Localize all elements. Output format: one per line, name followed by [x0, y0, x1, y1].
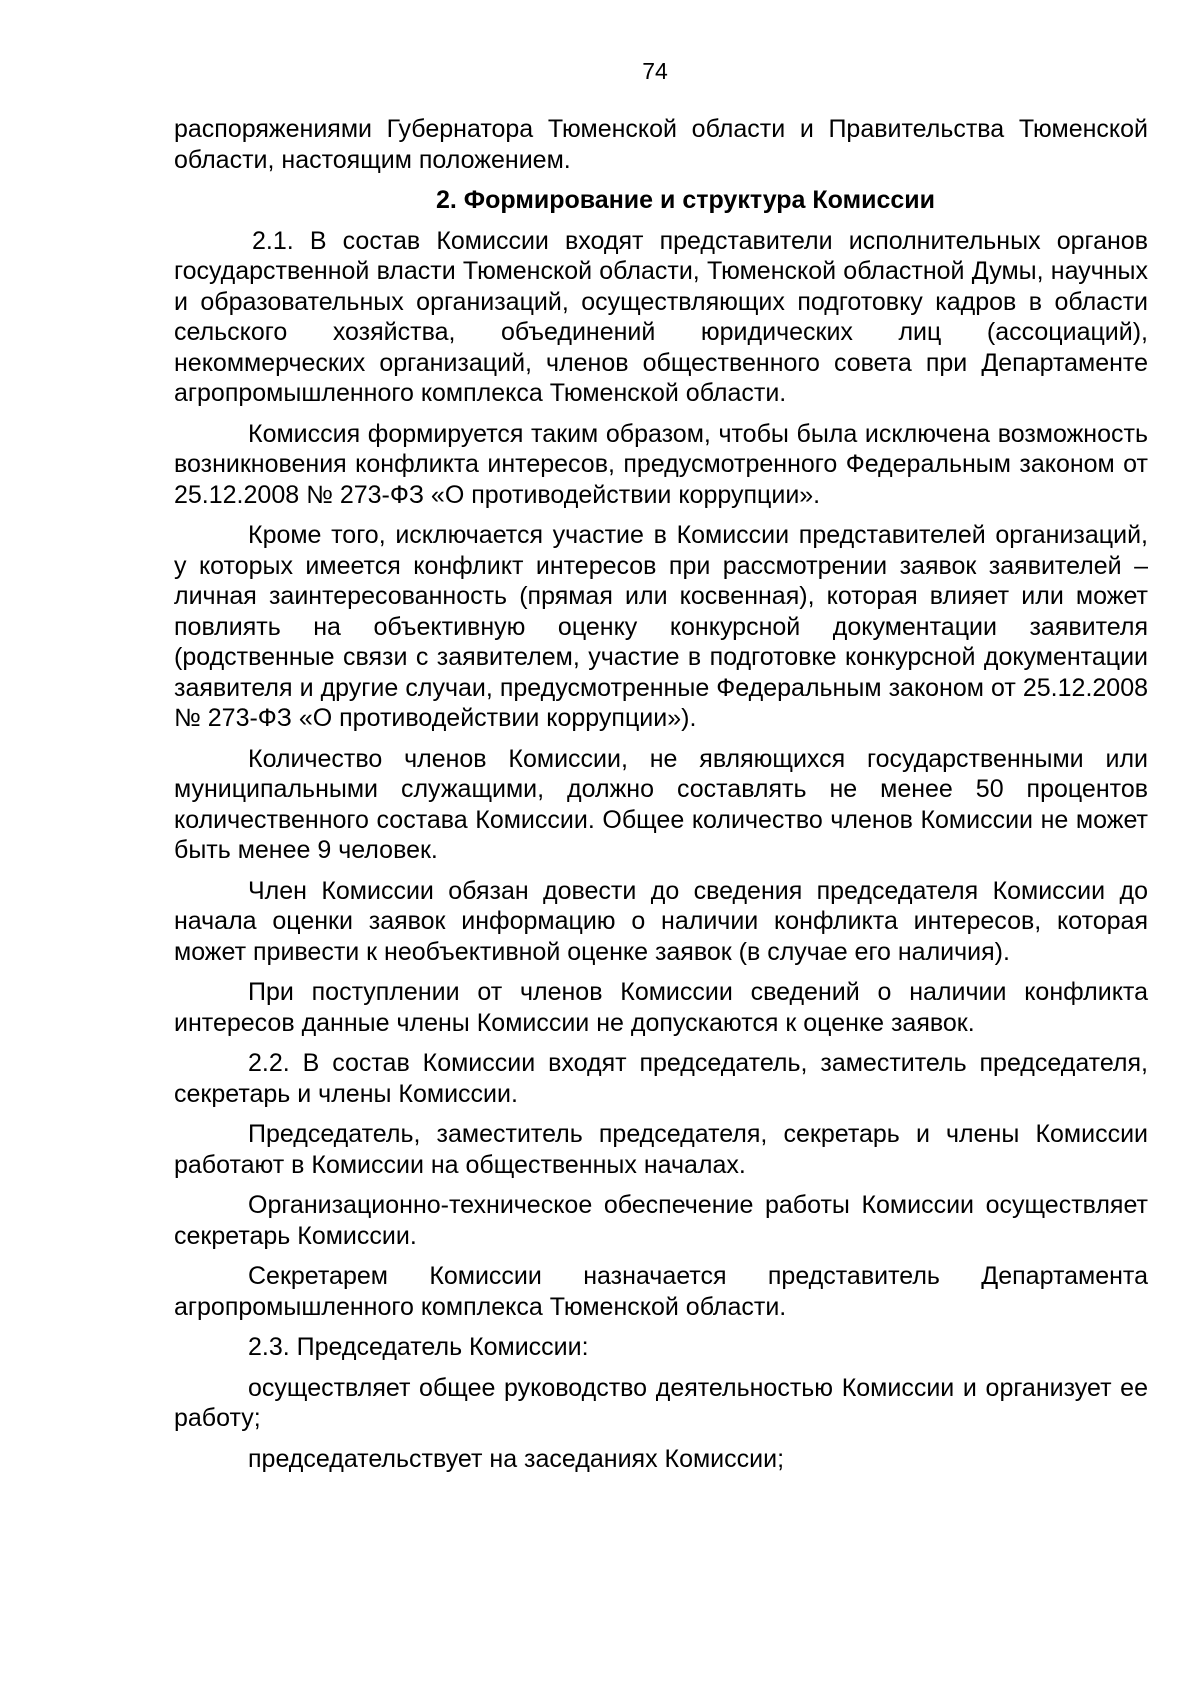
paragraph-member-count: Количество членов Комиссии, не являющихся государственными или муниципальными служащими, должно составлять не менее 50 процентов количественного состава Комиссии. Общее количество членов Комиссии не может быть менее 9 человек. — [174, 744, 1148, 864]
paragraph-conflict-of-interest: Комиссия формируется таким образом, чтобы была исключена возможность возникновения конфликта интересов, предусмотренного Федеральным законом от 25.12.2008 № 273-ФЗ «О противодействии коррупции». — [174, 419, 1148, 509]
paragraph-2-1: 2.1. В состав Комиссии входят представители исполнительных органов государственной власти Тюменской области, Тюменской областной Думы, научных и образовательных организаций, осуществляющих подготовку кадров в области сельского хозяйства, объединений юридических лиц (ассоциаций), некоммерческих организаций, членов общественного совета при Департаменте агропромышленного комплекса Тюменской области. — [174, 226, 1148, 407]
paragraph-2-2: 2.2. В состав Комиссии входят председатель, заместитель председателя, секретарь и члены Комиссии. — [174, 1049, 1148, 1108]
paragraph-exclusion: Кроме того, исключается участие в Комиссии представителей организаций, у которых имеется конфликт интересов при рассмотрении заявок заявителей – личная заинтересованность (прямая или косвенная), которая влияет или может повлиять на объективную оценку конкурсной документации заявителя (родственные связи с заявителем, участие в подготовке конкурсной документации заявителя и другие случаи, предусмотренные Федеральным законом от 25.12.2008 № 273-ФЗ «О противодействии коррупции»). — [174, 521, 1148, 732]
paragraph-secretary: Секретарем Комиссии назначается представитель Департамента агропромышленного комплекса Тюменской области. — [174, 1262, 1148, 1321]
paragraph-member-duty: Член Комиссии обязан довести до сведения председателя Комиссии до начала оценки заявок информацию о наличии конфликта интересов, которая может привести к необъективной оценке заявок (в случае его наличия). — [174, 876, 1148, 966]
page-number: 74 — [642, 58, 668, 84]
paragraph-technical-support: Организационно-техническое обеспечение работы Комиссии осуществляет секретарь Комиссии. — [174, 1191, 1148, 1250]
paragraph-2-3: 2.3. Председатель Комиссии: — [248, 1333, 589, 1361]
document-body — [174, 114, 1148, 1484]
paragraph-chair-duty-2: председательствует на заседаниях Комиссии; — [248, 1444, 785, 1473]
paragraph-chair-duty-1: осуществляет общее руководство деятельностью Комиссии и организует ее работу; — [174, 1373, 1148, 1432]
paragraph-conflict-admission: При поступлении от членов Комиссии сведений о наличии конфликта интересов данные члены Комиссии не допускаются к оценке заявок. — [174, 978, 1148, 1037]
section-heading: 2. Формирование и структура Комиссии — [436, 186, 935, 214]
paragraph-public-basis: Председатель, заместитель председателя, секретарь и члены Комиссии работают в Комиссии на общественных началах. — [174, 1120, 1148, 1179]
paragraph-continuation: распоряжениями Губернатора Тюменской области и Правительства Тюменской области, настоящим положением. — [174, 115, 1148, 174]
